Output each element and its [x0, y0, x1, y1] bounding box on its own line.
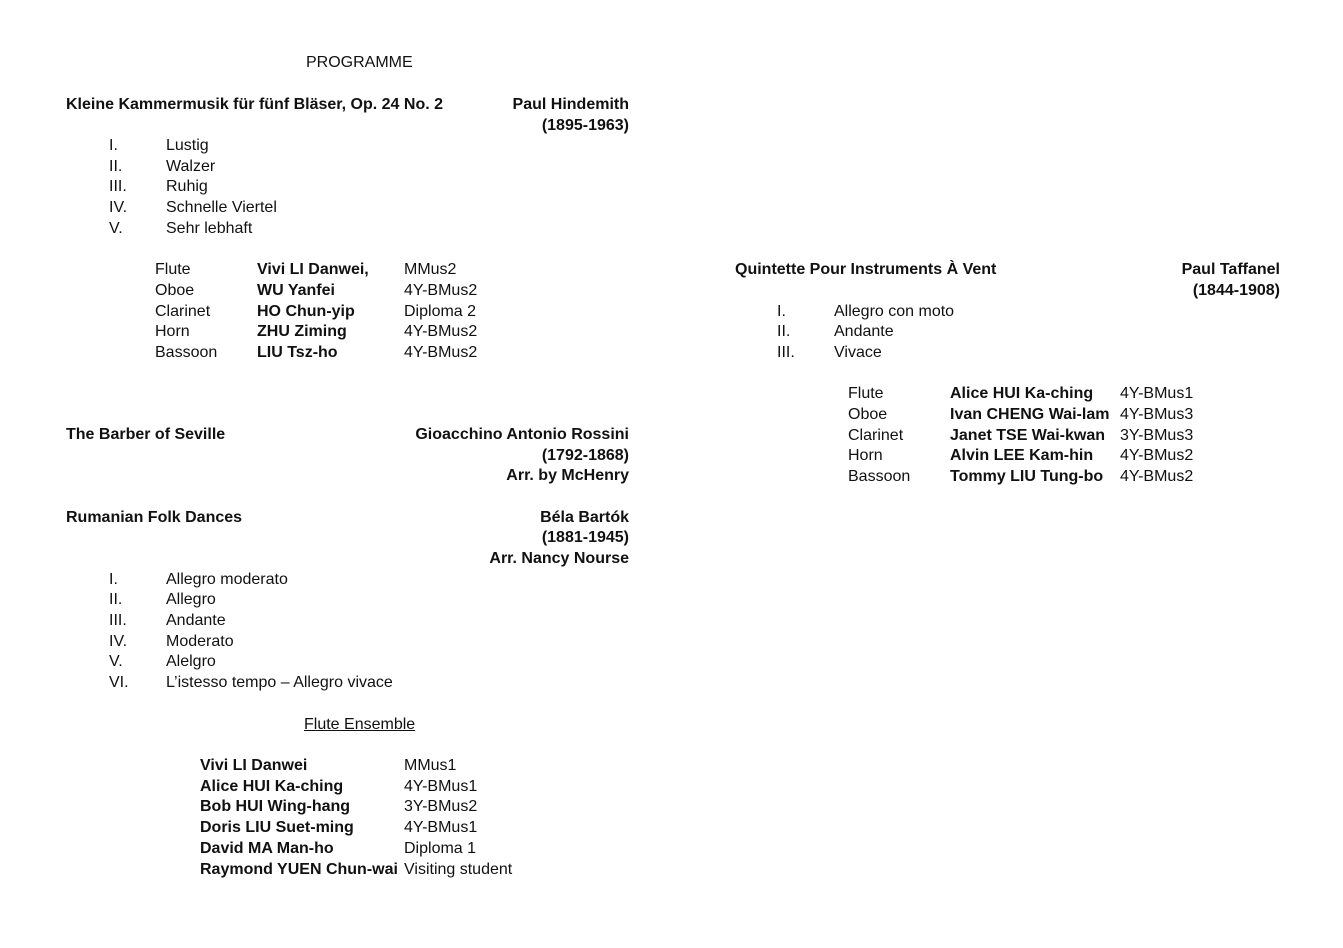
- piece4-dates: (1844-1908): [1192, 282, 1280, 299]
- movement-number: V.: [109, 220, 123, 237]
- ensemble-member-program: 3Y-BMus2: [404, 798, 478, 815]
- piece2-arranger: Arr. by McHenry: [506, 467, 629, 484]
- performer-name: Vivi LI Danwei,: [257, 261, 369, 278]
- ensemble-title: Flute Ensemble: [304, 716, 416, 733]
- piece1-title: Kleine Kammermusik für fünf Bläser, Op. 24 No. 2: [66, 96, 443, 113]
- piece4-composer: Paul Taffanel: [1181, 261, 1280, 278]
- performer-name: WU Yanfei: [257, 282, 335, 299]
- ensemble-member-program: 4Y-BMus1: [404, 778, 478, 795]
- page-title: PROGRAMME: [306, 54, 413, 71]
- movement-name: L’istesso tempo – Allegro vivace: [166, 674, 393, 691]
- performer-name: LIU Tsz-ho: [257, 344, 338, 361]
- movement-name: Allegro: [166, 591, 216, 608]
- movement-number: III.: [777, 344, 795, 361]
- ensemble-member-name: Bob HUI Wing-hang: [200, 798, 351, 815]
- movement-name: Ruhig: [166, 178, 208, 195]
- performer-instrument: Flute: [848, 385, 884, 402]
- piece2-dates: (1792-1868): [541, 447, 629, 464]
- movement-number: III.: [109, 612, 127, 629]
- movement-name: Allegro con moto: [834, 303, 955, 320]
- ensemble-member-program: Diploma 1: [404, 840, 477, 857]
- movement-number: V.: [109, 653, 123, 670]
- performer-name: Tommy LIU Tung-bo: [950, 468, 1104, 485]
- ensemble-member-program: Visiting student: [404, 861, 513, 878]
- movement-name: Sehr lebhaft: [166, 220, 253, 237]
- piece3-arranger: Arr. Nancy Nourse: [489, 550, 629, 567]
- piece3-composer: Béla Bartók: [540, 509, 629, 526]
- ensemble-member-name: Vivi LI Danwei: [200, 757, 308, 774]
- performer-instrument: Oboe: [155, 282, 195, 299]
- movement-number: II.: [109, 158, 123, 175]
- performer-instrument: Clarinet: [155, 303, 211, 320]
- performer-program: 4Y-BMus1: [1120, 385, 1194, 402]
- performer-instrument: Horn: [848, 447, 883, 464]
- movement-name: Moderato: [166, 633, 234, 650]
- performer-program: 4Y-BMus2: [1120, 468, 1194, 485]
- movement-name: Lustig: [166, 137, 209, 154]
- movement-number: VI.: [109, 674, 129, 691]
- performer-program: 4Y-BMus3: [1120, 406, 1194, 423]
- movement-name: Andante: [834, 323, 894, 340]
- performer-name: Janet TSE Wai-kwan: [950, 427, 1105, 444]
- movement-number: I.: [109, 571, 118, 588]
- performer-program: 4Y-BMus2: [1120, 447, 1194, 464]
- movement-name: Allegro moderato: [166, 571, 288, 588]
- movement-number: II.: [109, 591, 123, 608]
- piece3-dates: (1881-1945): [541, 529, 629, 546]
- performer-name: HO Chun-yip: [257, 303, 355, 320]
- performer-name: Alice HUI Ka-ching: [950, 385, 1094, 402]
- performer-instrument: Clarinet: [848, 427, 904, 444]
- performer-program: 4Y-BMus2: [404, 323, 478, 340]
- movement-name: Alelgro: [166, 653, 216, 670]
- performer-program: 4Y-BMus2: [404, 282, 478, 299]
- piece2-composer: Gioacchino Antonio Rossini: [415, 426, 629, 443]
- performer-name: ZHU Ziming: [257, 323, 347, 340]
- performer-program: 4Y-BMus2: [404, 344, 478, 361]
- ensemble-member-program: 4Y-BMus1: [404, 819, 478, 836]
- ensemble-member-name: Alice HUI Ka-ching: [200, 778, 344, 795]
- performer-instrument: Oboe: [848, 406, 888, 423]
- piece1-composer: Paul Hindemith: [512, 96, 629, 113]
- piece3-title: Rumanian Folk Dances: [66, 509, 243, 526]
- piece2-title: The Barber of Seville: [66, 426, 226, 443]
- movement-name: Vivace: [834, 344, 882, 361]
- movement-name: Walzer: [166, 158, 216, 175]
- ensemble-member-name: Doris LIU Suet-ming: [200, 819, 354, 836]
- movement-name: Andante: [166, 612, 226, 629]
- movement-number: I.: [109, 137, 118, 154]
- piece1-dates: (1895-1963): [541, 117, 629, 134]
- movement-number: IV.: [109, 199, 128, 216]
- movement-number: IV.: [109, 633, 128, 650]
- ensemble-member-program: MMus1: [404, 757, 457, 774]
- performer-name: Ivan CHENG Wai-lam: [950, 406, 1110, 423]
- performer-name: Alvin LEE Kam-hin: [950, 447, 1094, 464]
- piece4-title: Quintette Pour Instruments À Vent: [735, 261, 997, 278]
- performer-program: MMus2: [404, 261, 457, 278]
- ensemble-member-name: Raymond YUEN Chun-wai: [200, 861, 398, 878]
- movement-name: Schnelle Viertel: [166, 199, 277, 216]
- performer-instrument: Bassoon: [155, 344, 218, 361]
- ensemble-member-name: David MA Man-ho: [200, 840, 334, 857]
- performer-instrument: Horn: [155, 323, 190, 340]
- performer-program: Diploma 2: [404, 303, 477, 320]
- movement-number: II.: [777, 323, 791, 340]
- performer-instrument: Flute: [155, 261, 191, 278]
- movement-number: III.: [109, 178, 127, 195]
- performer-program: 3Y-BMus3: [1120, 427, 1194, 444]
- performer-instrument: Bassoon: [848, 468, 911, 485]
- movement-number: I.: [777, 303, 786, 320]
